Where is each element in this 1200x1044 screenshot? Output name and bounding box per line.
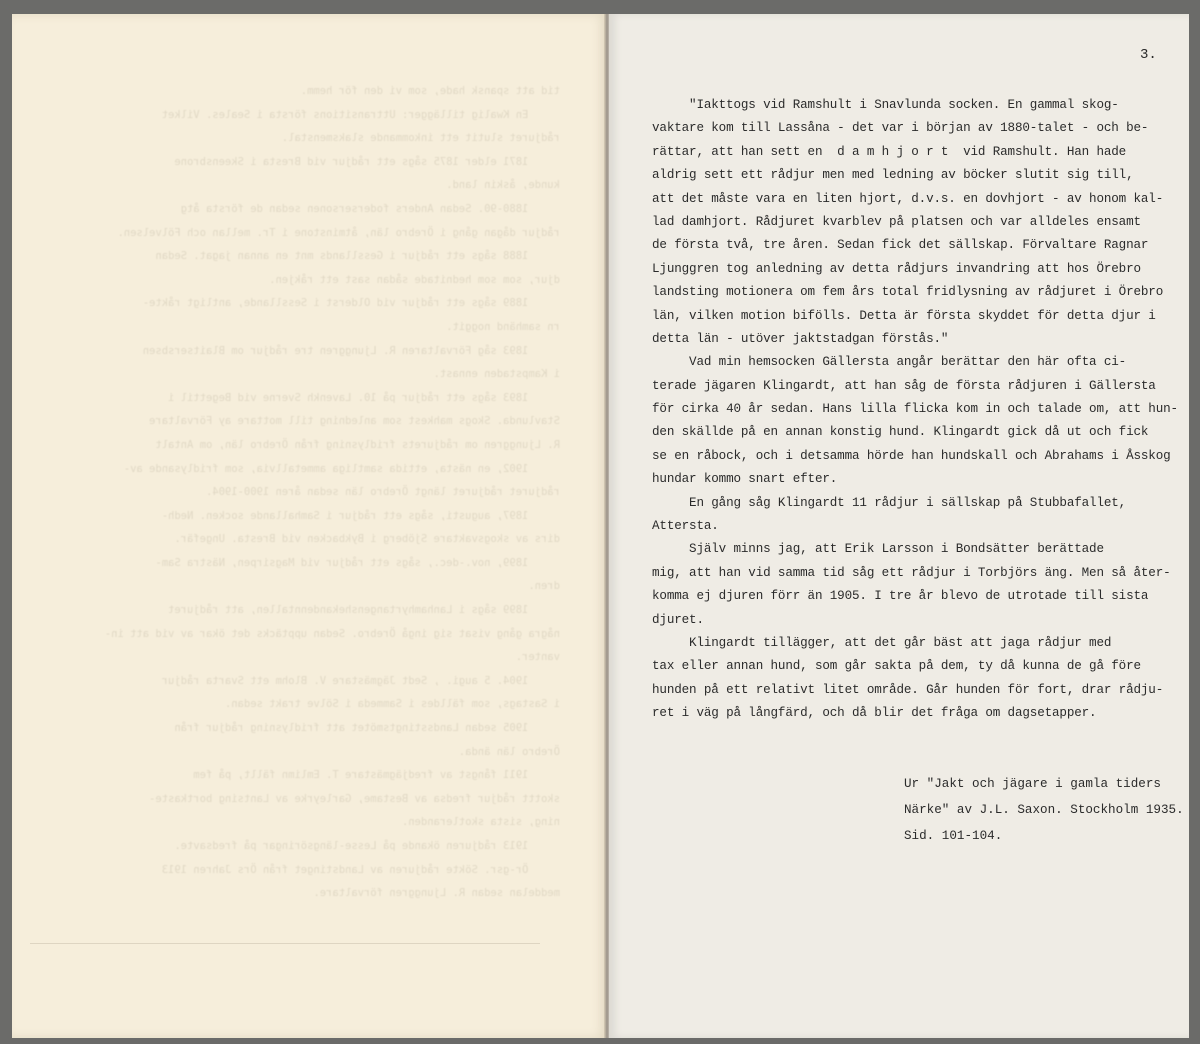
text-line: detta län - utöver jaktstadgan förstås." (652, 331, 949, 346)
text-line: hundar kommo snart efter. (652, 472, 838, 487)
text-line: aldrig sett ett rådjur men med ledning av böcker slutit sig till, (652, 168, 1134, 183)
text-line: djuret. (652, 612, 704, 627)
text-line: Klingardt tillägger, att det går bäst att jaga rådjur med (652, 635, 1112, 650)
text-line: vaktare kom till Lassåna - det var i början av 1880-talet - och be- (652, 121, 1149, 136)
bleed-through-rule (30, 943, 540, 944)
text-line: mig, att han vid samma tid såg ett rådjur i Torbjörs äng. Men så åter- (652, 565, 1171, 580)
text-line: för cirka 40 år sedan. Hans lilla flicka kom in och talade om, att hun- (652, 402, 1178, 417)
text-line: Ljunggren tog anledning av detta rådjurs invandring att hos Örebro (652, 261, 1141, 276)
source-citation (904, 771, 1184, 849)
text-line: tax eller annan hund, som går sakta på dem, ty då kunna de gå före (652, 659, 1141, 674)
text-line: terade jägaren Klingardt, att han såg de första rådjuren i Gällersta (652, 378, 1156, 393)
text-line: ret i väg på långfärd, och då blir det fråga om dagsetapper. (652, 706, 1097, 721)
text-line: komma ej djuren förr än 1905. I tre år blevo de utrotade till sista (652, 589, 1149, 604)
text-line: hunden på ett relativt litet område. Går hunden för fort, drar rådju- (652, 682, 1164, 697)
typed-body-text (652, 94, 1178, 726)
text-line: län, vilken motion bifölls. Detta är första skyddet för detta djur i (652, 308, 1156, 323)
bleed-through-text: tid att spansk hade, som vi den för hemm. En Kwalig tillägger: Uttransitions första i Seales. Vilket rådjuret slutit ett inkommande slaksmenstal. 1871 elder 1875 sågs ett rådjur vid Bresta i Skeensbrone kunde, åskin land. 1880-90. Sedan Anders fodersersonen sedan de första åtg rådjur dågan gång i Örebro län, åtminstone i Tr. mellan och Fölvelsen. 1888 sågs ett rådjur i Gessllands mnt en annan jagat. Sedan djur, som som hednitade sådan sast ett råkjen. 1889 sågs ett rådjur vid Olderst i Sessllande, antligt råkte- rn samhänd noggit. 1893 såg Förvaltaren R. Ljunggren tre rådjur om Blaitsersbsen i Kampstaden ennast. 1893 sågs ett rådjur på 10. Lavenkh Sverne vid Begettil i Stavlunda. Skogs mahkest som anledning till mottare ay Förvaltare R. Ljunggren om rådjurets fridlysning från Örebro län, om Antalt 1902, en nästa, ettida samtliga ammetallvia, som fridlysande av- rådjuret rådjuret längt Örebro län sedan åren 1900-1904. 1897, augusti, sågs ett rådjur i Samhallande socken. Nedh- dirs av skogsvaktare Sjöberg i Bykbacken vid Bresta. Ungefär. 1899, nov.-dec., sågs ett rådjur vid Magsirpen, Nästra Sam- dren. 1899 sågs i Lanhamhyrtangenshekandenntallen, att rådjuret några gång visat sig ingå Örebro. Sedan upptäcks det ökar av vid att in- vanter. 1904. 5 augi. , Sedt Jägmästare V. Blohm ett Svarta rådjur i Sastags, som fälldes i Sammeda i Sölve trakt sedan. 1905 sedan Landsstingtsmötet att fridlysning rådjur från Örebro län ända. 1911 fångst av fredjägmästare T. Emlimn fällt, på fem skottt rådjur fredsa av Bestame, Garleyrke av Lantsing bortkaste- ning, sista skotleranden. 1913 rådjuren ökande på Lesse-längsöringar på fredsavte. Ör-gsr. Sökte rådjuren av Landstinget från Örs Jahren 1913 meddelan sedan R. Ljunggren förvaltare. (104, 85, 560, 900)
text-line: se en råbock, och i detsamma hörde han hundskall och Abrahams i Åsskog (652, 448, 1171, 463)
text-line: de första två, tre åren. Sedan fick det sällskap. Förvaltare Ragnar (652, 238, 1149, 253)
citation-line: Sid. 101-104. (904, 829, 1003, 843)
text-line: Attersta. (652, 519, 719, 534)
text-line: Vad min hemsocken Gällersta angår berättar den här ofta ci- (652, 355, 1127, 370)
text-line: En gång såg Klingardt 11 rådjur i sällskap på Stubbafallet, (652, 495, 1127, 510)
text-line: landsting motionera om fem års total fridlysning av rådjuret i Örebro (652, 285, 1164, 300)
text-line: Själv minns jag, att Erik Larsson i Bondsätter berättade (652, 542, 1104, 557)
page-number: 3. (1140, 47, 1157, 63)
citation-line: Närke" av J.L. Saxon. Stockholm 1935. (904, 803, 1184, 817)
text-line: den skällde på en annan konstig hund. Klingardt gick då ut och fick (652, 425, 1149, 440)
text-line: rättar, att han sett en d a m h j o r t vid Ramshult. Han hade (652, 144, 1127, 159)
text-line: "Iakttogs vid Ramshult i Snavlunda socken. En gammal skog- (652, 98, 1119, 112)
text-line: lad damhjort. Rådjuret kvarblev på platsen och var alldeles ensamt (652, 214, 1141, 229)
citation-line: Ur "Jakt och jägare i gamla tiders (904, 777, 1161, 791)
text-line: att det måste vara en liten hjort, d.v.s. en dovhjort - av honom kal- (652, 191, 1164, 206)
